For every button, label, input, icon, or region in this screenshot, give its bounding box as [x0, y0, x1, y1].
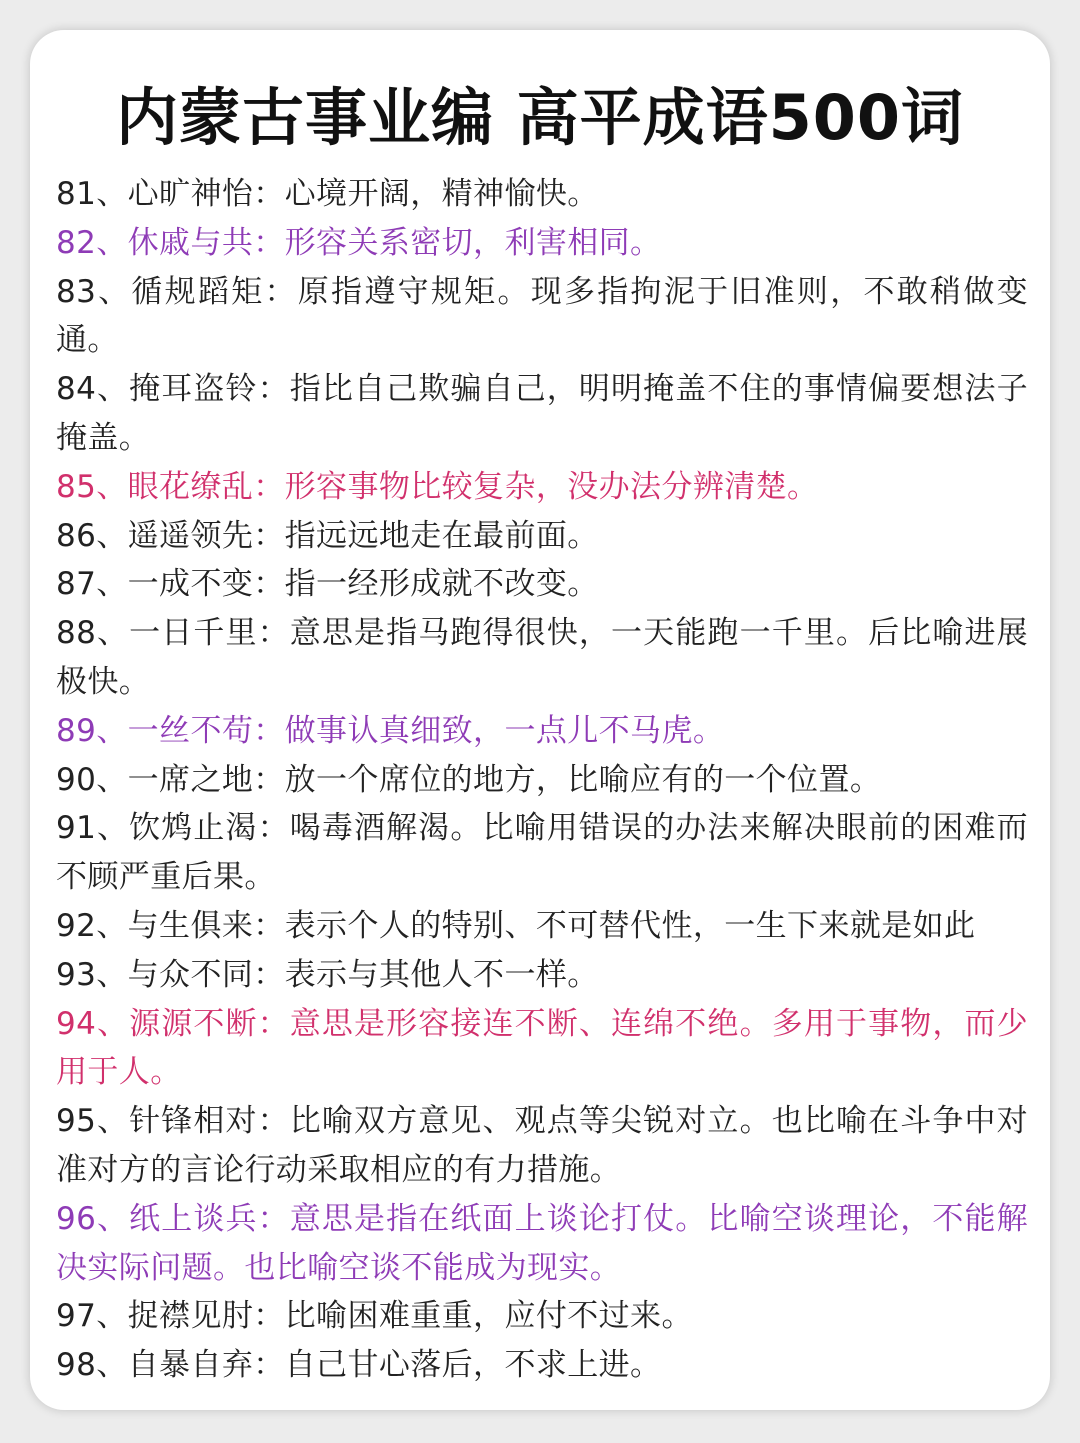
document-card — [30, 30, 1050, 1410]
idiom-entry-82: 82、休戚与共：形容关系密切，利害相同。 — [56, 224, 662, 261]
page-title: 内蒙古事业编 高平成语500词 — [115, 81, 964, 154]
idiom-entry-84: 84、掩耳盗铃：指比自己欺骗自己，明明掩盖不住的事情偏要想法子掩盖。 — [56, 371, 1028, 456]
idiom-entry-96: 96、纸上谈兵：意思是指在纸面上谈论打仗。比喻空谈理论，不能解决实际问题。也比喻空谈不能成为现实。 — [56, 1200, 1028, 1286]
idiom-entry-88: 88、一日千里：意思是指马跑得很快，一天能跑一千里。后比喻进展极快。 — [56, 615, 1028, 700]
idiom-entry-93: 93、与众不同：表示与其他人不一样。 — [56, 956, 599, 993]
idiom-entry-90: 90、一席之地：放一个席位的地方，比喻应有的一个位置。 — [56, 761, 882, 798]
idiom-entry-91: 91、饮鸩止渴：喝毒酒解渴。比喻用错误的办法来解决眼前的困难而不顾严重后果。 — [56, 810, 1028, 896]
idiom-entry-86: 86、遥遥领先：指远远地走在最前面。 — [56, 517, 599, 554]
idiom-entry-94: 94、源源不断：意思是形容接连不断、连绵不绝。多用于事物，而少用于人。 — [56, 1005, 1028, 1091]
idiom-entry-87: 87、一成不变：指一经形成就不改变。 — [56, 566, 599, 603]
idiom-entry-81: 81、心旷神怡：心境开阔，精神愉快。 — [56, 176, 599, 212]
idiom-entry-92: 92、与生俱来：表示个人的特别、不可替代性，一生下来就是如此 — [56, 907, 976, 944]
idiom-entry-97: 97、捉襟见肘：比喻困难重重，应付不过来。 — [56, 1298, 693, 1335]
idiom-entry-89: 89、一丝不苟：做事认真细致，一点儿不马虎。 — [56, 712, 725, 749]
idiom-entry-83: 83、循规蹈矩：原指遵守规矩。现多指拘泥于旧准则，不敢稍做变通。 — [56, 273, 1028, 359]
idiom-entry-98: 98、自暴自弃：自己甘心落后，不求上进。 — [56, 1347, 662, 1384]
idiom-entry-95: 95、针锋相对：比喻双方意见、观点等尖锐对立。也比喻在斗争中对准对方的言论行动采取相应的有力措施。 — [56, 1103, 1028, 1188]
idiom-entry-85: 85、眼花缭乱：形容事物比较复杂，没办法分辨清楚。 — [56, 468, 819, 505]
idiom-list — [56, 170, 1028, 1390]
